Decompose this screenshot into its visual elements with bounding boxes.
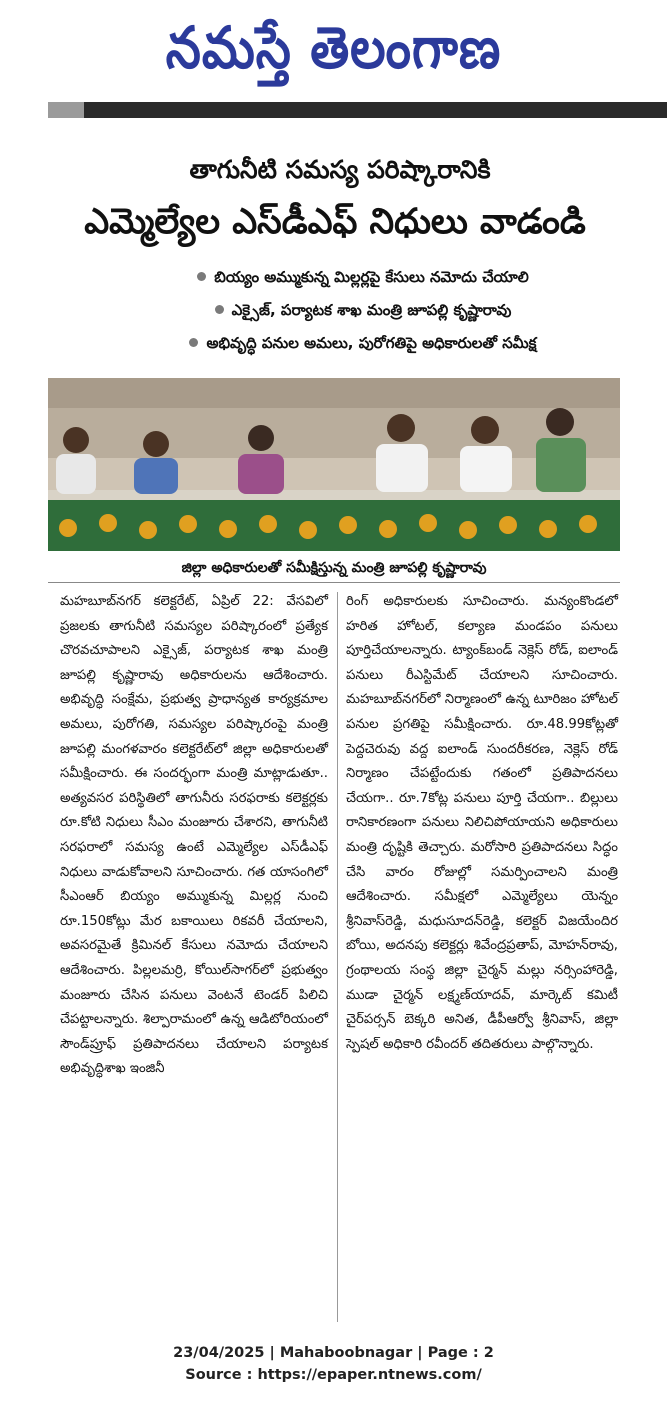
- bullet-icon: [189, 338, 198, 347]
- bullet-icon: [215, 305, 224, 314]
- meeting-photo: [48, 378, 620, 551]
- bullet-icon: [197, 272, 206, 281]
- column-divider: [337, 592, 338, 1322]
- meeting-photo-illustration: [48, 378, 620, 551]
- highlight-item: బియ్యం అమ్ముకున్న మిల్లర్లపై కేసులు నమోదు చేయాలి: [90, 260, 630, 293]
- article-body-right: రింగ్ అధికారులకు సూచించారు. మన్యంకొండలో హరిత హోటల్, కల్యాణ మండపం పనులు పూర్తిచేయాలన్నారు. ట్యాంక్‌బండ్ నెక్లెస్ రోడ్, ఐలాండ్ పనులు రీఎస్టిమేట్ చేయాలని సూచించారు. మహబూబ్‌నగర్‌లో నిర్మాణంలో ఉన్న టూరిజం హోటల్ పనుల ప్రగతిపై సమీక్షించారు. రూ.48.99కోట్లతో పెద్దచెరువు వద్ద ఐలాండ్ సుందరీకరణ, నెక్లెస్ రోడ్ నిర్మాణం చేపట్టేందుకు గతంలో ప్రతిపాదనలు చేయగా.. రూ.7కోట్ల పనులు పూర్తి చేయగా.. బిల్లులు రానికారణంగా పనులు నిలిచిపోయాయని అధికారులు మంత్రి దృష్టికి తెచ్చారు. మరోసారి ప్రతిపాదనలు సిద్ధం చేసి వారం రోజుల్లో సమర్పించాలని మంత్రి ఆదేశించారు. సమీక్షలో ఎమ్మెల్యేలు యెన్నం శ్రీనివాస్‌రెడ్డి, మధుసూదన్‌రెడ్డి, కలెక్టర్ విజయేందిర బోయి, అదనపు కలెక్టర్లు శివేంద్రప్రతాప్, మోహన్‌రావు, గ్రంథాలయ సంస్థ జిల్లా చైర్మన్ మల్లు నర్సింహారెడ్డి, ముడా చైర్మన్ లక్ష్మణ్‌యాదవ్, మార్కెట్ కమిటీ చైర్‌పర్సన్ బెక్కరి అనిత, డీపీఆర్వో శ్రీనివాస్, జిల్లా స్పెషల్ అధికారి రవీందర్ తదితరులు పాల్గొన్నారు.: [346, 594, 618, 1052]
- highlight-item: అభివృద్ధి పనుల అమలు, పురోగతిపై అధికారులతో సమీక్ష: [90, 326, 630, 359]
- masthead-bar-accent: [48, 102, 84, 118]
- photo-caption: జిల్లా అధికారులతో సమీక్షిస్తున్న మంత్రి జూపల్లి కృష్ణారావు: [48, 553, 620, 583]
- footer-source: Source : https://epaper.ntnews.com/: [185, 1367, 482, 1383]
- highlight-item: ఎక్సైజ్, పర్యాటక శాఖ మంత్రి జూపల్లి కృష్ణారావు: [90, 293, 630, 326]
- article-headline: ఎమ్మెల్యేల ఎస్‌డీఎఫ్ నిధులు వాడండి: [84, 202, 586, 242]
- masthead: [0, 0, 667, 118]
- article-body-left: మహబూబ్‌నగర్ కలెక్టరేట్, ఏప్రిల్ 22: వేసవిలో ప్రజలకు తాగునీటి సమస్యల పరిష్కారంలో ప్రత్యేక చొరవచూపాలని ఎక్సైజ్, పర్యాటక శాఖ మంత్రి జూపల్లి కృష్ణారావు అధికారులను ఆదేశించారు. అభివృద్ధి సంక్షేమ, ప్రభుత్వ ప్రాధాన్యత కార్యక్రమాల అమలు, పురోగతి, సమస్యల పరిష్కారంపై మంత్రి జూపల్లి మంగళవారం కలెక్టరేట్‌లో జిల్లా అధికారులతో సమీక్షించారు. ఈ సందర్భంగా మంత్రి మాట్లాడుతూ.. అత్యవసర పరిస్థితిలో తాగునీరు సరఫరాకు కలెక్టర్లకు రూ.కోటి నిధులు సీఎం మంజూరు చేశారని, తాగునీటి సరఫరాలో సమస్య ఉంటే ఎమ్మెల్యేల ఎస్‌డీఎఫ్ నిధులు వాడుకోవాలని సూచించారు. గత యాసంగిలో సీఎంఆర్ బియ్యం అమ్ముకున్న మిల్లర్ల నుంచి రూ.150కోట్లు మేర బకాయిలు రికవరీ చేయాలని, అవసరమైతే క్రిమినల్ కేసులు నమోదు చేయాలని ఆదేశించారు. పిల్లలమర్రి, కోయిల్‌సాగర్‌లో ప్రభుత్వం మంజూరు చేసిన పనులు వెంటనే టెండర్ పిలిచి చేపట్టాలన్నారు. శిల్పారామంలో ఉన్న ఆడిటోరియంలో సౌండ్‌ప్రూఫ్ ప్రతిపాదనలు చేయాలని పర్యాటక అభివృద్ధిశాఖ ఇంజినీ: [60, 594, 328, 1077]
- highlight-list: [90, 260, 630, 359]
- masthead-bar: [48, 102, 667, 118]
- page-footer: [0, 1342, 667, 1386]
- masthead-title: నమస్తే తెలంగాణ: [165, 14, 502, 82]
- footer-date-edition: 23/04/2025 | Mahaboobnagar | Page : 2: [173, 1345, 494, 1361]
- article-kicker: తాగునీటి సమస్య పరిష్కారానికి: [189, 155, 491, 184]
